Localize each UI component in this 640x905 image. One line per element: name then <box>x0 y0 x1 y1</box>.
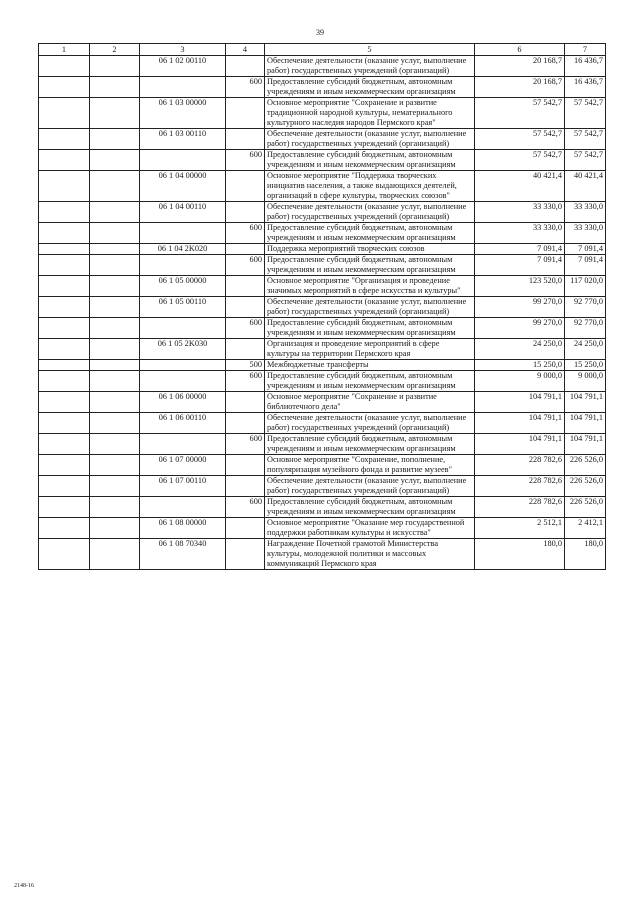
code-cell <box>140 77 226 98</box>
col2-cell <box>90 255 140 276</box>
col1-cell <box>39 297 90 318</box>
col2-cell <box>90 339 140 360</box>
code-cell: 06 1 06 00000 <box>140 392 226 413</box>
col1-cell <box>39 129 90 150</box>
col1-cell <box>39 171 90 202</box>
col2-cell <box>90 171 140 202</box>
amount-2-cell: 104 791,1 <box>565 434 606 455</box>
amount-1-cell: 57 542,7 <box>475 129 565 150</box>
column-header: 6 <box>475 44 565 56</box>
col2-cell <box>90 360 140 371</box>
name-cell: Организация и проведение мероприятий в сфере культуры на территории Пермского края <box>265 339 475 360</box>
col2-cell <box>90 318 140 339</box>
name-cell: Основное мероприятие "Сохранение, пополнение, популяризация музейного фонда и развитие музеев" <box>265 455 475 476</box>
col2-cell <box>90 223 140 244</box>
col2-cell <box>90 56 140 77</box>
table-row <box>39 413 606 434</box>
amount-1-cell: 123 520,0 <box>475 276 565 297</box>
expense-type-cell <box>226 244 265 255</box>
table-body <box>39 56 606 570</box>
column-header: 1 <box>39 44 90 56</box>
col1-cell <box>39 318 90 339</box>
amount-2-cell: 15 250,0 <box>565 360 606 371</box>
col1-cell <box>39 476 90 497</box>
expense-type-cell <box>226 202 265 223</box>
name-cell: Обеспечение деятельности (оказание услуг, выполнение работ) государственных учреждений (организаций) <box>265 476 475 497</box>
col1-cell <box>39 276 90 297</box>
col2-cell <box>90 202 140 223</box>
col1-cell <box>39 518 90 539</box>
name-cell: Предоставление субсидий бюджетным, автономным учреждениям и иным некоммерческим организациям <box>265 77 475 98</box>
col2-cell <box>90 476 140 497</box>
amount-1-cell: 99 270,0 <box>475 318 565 339</box>
col2-cell <box>90 392 140 413</box>
expense-type-cell <box>226 518 265 539</box>
amount-2-cell: 7 091,4 <box>565 244 606 255</box>
amount-2-cell: 180,0 <box>565 539 606 570</box>
expense-type-cell: 600 <box>226 77 265 98</box>
footer-code: 2148-16 <box>14 883 34 889</box>
amount-1-cell: 228 782,6 <box>475 497 565 518</box>
name-cell: Предоставление субсидий бюджетным, автономным учреждениям и иным некоммерческим организациям <box>265 223 475 244</box>
table-row <box>39 476 606 497</box>
amount-1-cell: 7 091,4 <box>475 244 565 255</box>
table-row <box>39 150 606 171</box>
table-row <box>39 497 606 518</box>
table-row <box>39 455 606 476</box>
amount-2-cell: 16 436,7 <box>565 56 606 77</box>
name-cell: Предоставление субсидий бюджетным, автономным учреждениям и иным некоммерческим организациям <box>265 497 475 518</box>
name-cell: Обеспечение деятельности (оказание услуг, выполнение работ) государственных учреждений (организаций) <box>265 297 475 318</box>
col2-cell <box>90 455 140 476</box>
name-cell: Основное мероприятие "Сохранение и развитие традиционной народной культуры, нематериального культурного наследия народов Пермского края" <box>265 98 475 129</box>
code-cell <box>140 434 226 455</box>
amount-1-cell: 99 270,0 <box>475 297 565 318</box>
code-cell: 06 1 07 00110 <box>140 476 226 497</box>
table-row <box>39 539 606 570</box>
amount-2-cell: 104 791,1 <box>565 392 606 413</box>
code-cell: 06 1 04 00110 <box>140 202 226 223</box>
table-row <box>39 202 606 223</box>
col2-cell <box>90 297 140 318</box>
col2-cell <box>90 413 140 434</box>
amount-2-cell: 33 330,0 <box>565 202 606 223</box>
col1-cell <box>39 98 90 129</box>
page-number: 39 <box>316 28 324 37</box>
amount-1-cell: 7 091,4 <box>475 255 565 276</box>
amount-2-cell: 226 526,0 <box>565 455 606 476</box>
amount-2-cell: 92 770,0 <box>565 318 606 339</box>
amount-2-cell: 92 770,0 <box>565 297 606 318</box>
amount-1-cell: 20 168,7 <box>475 77 565 98</box>
code-cell: 06 1 02 00110 <box>140 56 226 77</box>
header-row <box>39 44 606 56</box>
amount-1-cell: 228 782,6 <box>475 455 565 476</box>
expense-type-cell <box>226 276 265 297</box>
amount-2-cell: 57 542,7 <box>565 150 606 171</box>
expense-type-cell <box>226 297 265 318</box>
expense-type-cell <box>226 392 265 413</box>
amount-1-cell: 2 512,1 <box>475 518 565 539</box>
column-header: 4 <box>226 44 265 56</box>
amount-2-cell: 7 091,4 <box>565 255 606 276</box>
col1-cell <box>39 497 90 518</box>
table-row <box>39 171 606 202</box>
code-cell <box>140 255 226 276</box>
budget-table <box>38 43 606 570</box>
expense-type-cell <box>226 129 265 150</box>
expense-type-cell <box>226 339 265 360</box>
col1-cell <box>39 413 90 434</box>
col1-cell <box>39 371 90 392</box>
code-cell <box>140 318 226 339</box>
table-row <box>39 392 606 413</box>
amount-2-cell: 40 421,4 <box>565 171 606 202</box>
expense-type-cell <box>226 171 265 202</box>
col1-cell <box>39 202 90 223</box>
amount-1-cell: 20 168,7 <box>475 56 565 77</box>
amount-2-cell: 24 250,0 <box>565 339 606 360</box>
col1-cell <box>39 244 90 255</box>
col2-cell <box>90 518 140 539</box>
expense-type-cell <box>226 539 265 570</box>
col2-cell <box>90 244 140 255</box>
amount-2-cell: 2 412,1 <box>565 518 606 539</box>
expense-type-cell <box>226 56 265 77</box>
amount-1-cell: 33 330,0 <box>475 202 565 223</box>
col1-cell <box>39 77 90 98</box>
code-cell: 06 1 05 00110 <box>140 297 226 318</box>
col1-cell <box>39 539 90 570</box>
code-cell: 06 1 07 00000 <box>140 455 226 476</box>
name-cell: Обеспечение деятельности (оказание услуг, выполнение работ) государственных учреждений (организаций) <box>265 129 475 150</box>
amount-2-cell: 117 020,0 <box>565 276 606 297</box>
amount-1-cell: 104 791,1 <box>475 413 565 434</box>
table-row <box>39 56 606 77</box>
code-cell <box>140 360 226 371</box>
col2-cell <box>90 276 140 297</box>
name-cell: Обеспечение деятельности (оказание услуг, выполнение работ) государственных учреждений (организаций) <box>265 56 475 77</box>
expense-type-cell: 500 <box>226 360 265 371</box>
col1-cell <box>39 339 90 360</box>
name-cell: Предоставление субсидий бюджетным, автономным учреждениям и иным некоммерческим организациям <box>265 318 475 339</box>
expense-type-cell: 600 <box>226 150 265 171</box>
code-cell: 06 1 03 00000 <box>140 98 226 129</box>
col1-cell <box>39 360 90 371</box>
column-header: 7 <box>565 44 606 56</box>
expense-type-cell: 600 <box>226 434 265 455</box>
column-header: 5 <box>265 44 475 56</box>
amount-1-cell: 57 542,7 <box>475 98 565 129</box>
expense-type-cell <box>226 455 265 476</box>
amount-1-cell: 104 791,1 <box>475 392 565 413</box>
amount-1-cell: 24 250,0 <box>475 339 565 360</box>
col2-cell <box>90 497 140 518</box>
col2-cell <box>90 150 140 171</box>
col2-cell <box>90 434 140 455</box>
code-cell <box>140 371 226 392</box>
table-row <box>39 98 606 129</box>
col1-cell <box>39 455 90 476</box>
amount-2-cell: 9 000,0 <box>565 371 606 392</box>
name-cell: Межбюджетные трансферты <box>265 360 475 371</box>
table-row <box>39 244 606 255</box>
code-cell: 06 1 04 00000 <box>140 171 226 202</box>
name-cell: Основное мероприятие "Поддержка творческих инициатив населения, а также выдающихся деятелей, организаций в сфере культуры, творческих союзов" <box>265 171 475 202</box>
col1-cell <box>39 223 90 244</box>
expense-type-cell <box>226 413 265 434</box>
table-row <box>39 434 606 455</box>
col2-cell <box>90 98 140 129</box>
amount-2-cell: 57 542,7 <box>565 98 606 129</box>
table-row <box>39 77 606 98</box>
table-row <box>39 339 606 360</box>
code-cell <box>140 150 226 171</box>
name-cell: Предоставление субсидий бюджетным, автономным учреждениям и иным некоммерческим организациям <box>265 434 475 455</box>
code-cell <box>140 223 226 244</box>
amount-2-cell: 226 526,0 <box>565 476 606 497</box>
column-header: 2 <box>90 44 140 56</box>
expense-type-cell <box>226 476 265 497</box>
name-cell: Поддержка мероприятий творческих союзов <box>265 244 475 255</box>
amount-1-cell: 57 542,7 <box>475 150 565 171</box>
col2-cell <box>90 129 140 150</box>
code-cell: 06 1 08 70340 <box>140 539 226 570</box>
table-row <box>39 518 606 539</box>
code-cell: 06 1 03 00110 <box>140 129 226 150</box>
amount-1-cell: 9 000,0 <box>475 371 565 392</box>
amount-1-cell: 15 250,0 <box>475 360 565 371</box>
expense-type-cell: 600 <box>226 497 265 518</box>
name-cell: Основное мероприятие "Сохранение и развитие библиотечного дела" <box>265 392 475 413</box>
name-cell: Награждение Почетной грамотой Министерства культуры, молодежной политики и массовых коммуникаций Пермского края <box>265 539 475 570</box>
col1-cell <box>39 434 90 455</box>
table-row <box>39 276 606 297</box>
table-row <box>39 129 606 150</box>
col1-cell <box>39 56 90 77</box>
amount-1-cell: 104 791,1 <box>475 434 565 455</box>
name-cell: Предоставление субсидий бюджетным, автономным учреждениям и иным некоммерческим организациям <box>265 371 475 392</box>
amount-2-cell: 57 542,7 <box>565 129 606 150</box>
amount-2-cell: 226 526,0 <box>565 497 606 518</box>
name-cell: Основное мероприятие "Организация и проведение значимых мероприятий в сфере искусства и культуры" <box>265 276 475 297</box>
name-cell: Основное мероприятие "Оказание мер государственной поддержки работникам культуры и искусства" <box>265 518 475 539</box>
table-row <box>39 255 606 276</box>
name-cell: Предоставление субсидий бюджетным, автономным учреждениям и иным некоммерческим организациям <box>265 255 475 276</box>
name-cell: Предоставление субсидий бюджетным, автономным учреждениям и иным некоммерческим организациям <box>265 150 475 171</box>
column-header: 3 <box>140 44 226 56</box>
amount-2-cell: 33 330,0 <box>565 223 606 244</box>
amount-1-cell: 40 421,4 <box>475 171 565 202</box>
col2-cell <box>90 371 140 392</box>
col2-cell <box>90 539 140 570</box>
code-cell: 06 1 06 00110 <box>140 413 226 434</box>
expense-type-cell: 600 <box>226 318 265 339</box>
expense-type-cell: 600 <box>226 371 265 392</box>
name-cell: Обеспечение деятельности (оказание услуг, выполнение работ) государственных учреждений (организаций) <box>265 413 475 434</box>
table-row <box>39 360 606 371</box>
amount-1-cell: 228 782,6 <box>475 476 565 497</box>
col2-cell <box>90 77 140 98</box>
table-row <box>39 371 606 392</box>
col1-cell <box>39 392 90 413</box>
code-cell <box>140 497 226 518</box>
table-row <box>39 297 606 318</box>
code-cell: 06 1 05 00000 <box>140 276 226 297</box>
amount-1-cell: 180,0 <box>475 539 565 570</box>
expense-type-cell: 600 <box>226 255 265 276</box>
table-row <box>39 223 606 244</box>
amount-2-cell: 16 436,7 <box>565 77 606 98</box>
table-row <box>39 318 606 339</box>
expense-type-cell: 600 <box>226 223 265 244</box>
col1-cell <box>39 150 90 171</box>
code-cell: 06 1 05 2K030 <box>140 339 226 360</box>
name-cell: Обеспечение деятельности (оказание услуг, выполнение работ) государственных учреждений (организаций) <box>265 202 475 223</box>
expense-type-cell <box>226 98 265 129</box>
amount-1-cell: 33 330,0 <box>475 223 565 244</box>
col1-cell <box>39 255 90 276</box>
code-cell: 06 1 08 00000 <box>140 518 226 539</box>
code-cell: 06 1 04 2K020 <box>140 244 226 255</box>
amount-2-cell: 104 791,1 <box>565 413 606 434</box>
